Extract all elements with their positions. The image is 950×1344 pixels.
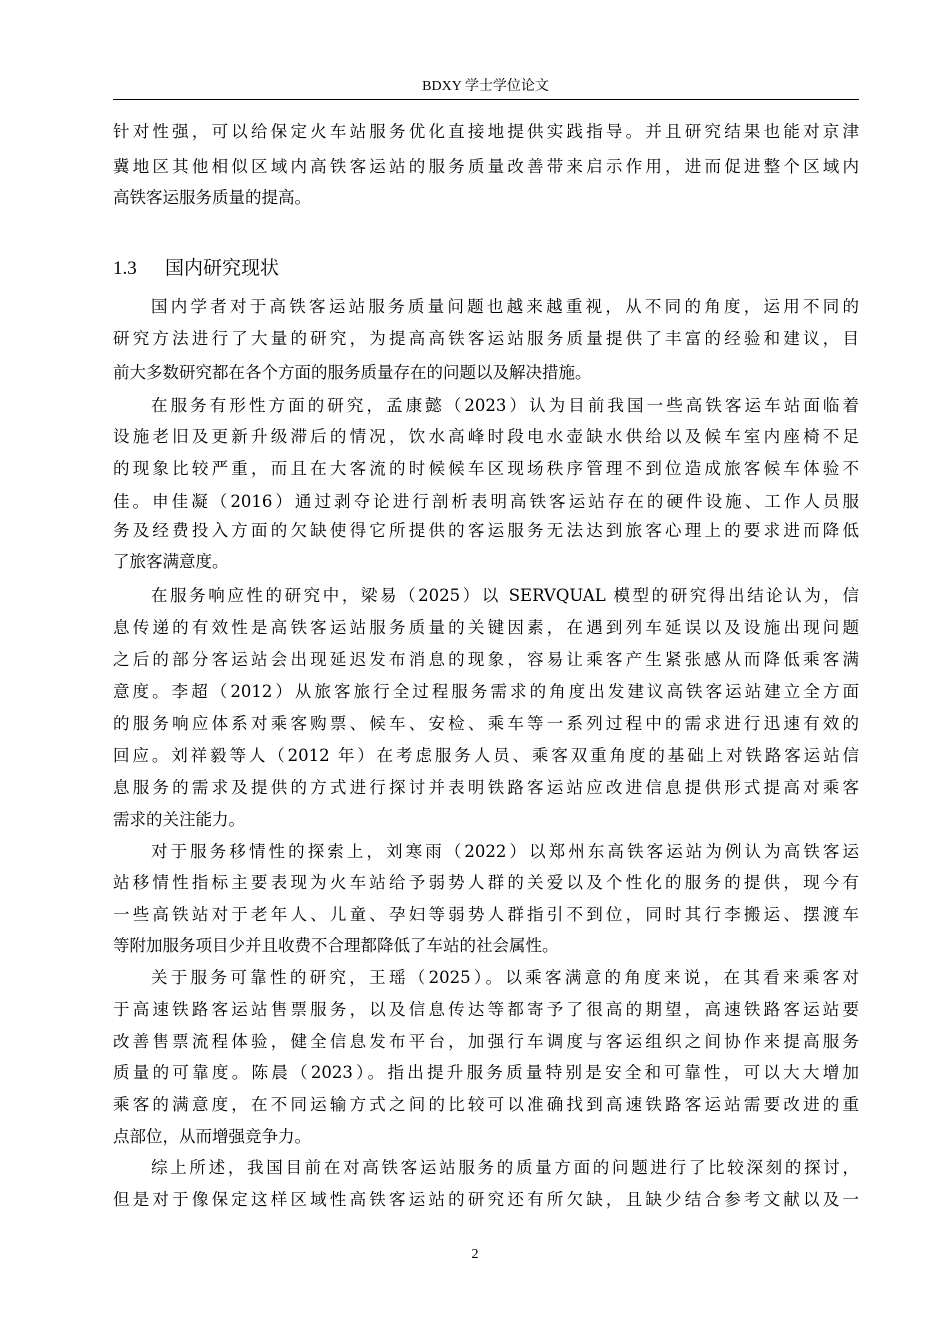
text-line: 在服务有形性方面的研究，孟康懿（2023）认为目前我国一些高铁客运车站面临着: [151, 396, 859, 415]
section-heading: [113, 256, 279, 281]
text-line: 冀地区其他相似区域内高铁客运站的服务质量改善带来启示作用，进而促进整个区域内: [113, 157, 859, 176]
text-line: 务及经费投入方面的欠缺使得它所提供的客运服务无法达到旅客心理上的要求进而降低: [113, 521, 859, 540]
header-rule: [113, 99, 859, 100]
text-line: 但是对于像保定这样区域性高铁客运站的研究还有所欠缺，且缺少结合参考文献以及一: [113, 1190, 859, 1209]
text-line: 对于服务移情性的探索上，刘寒雨（2022）以郑州东高铁客运站为例认为高铁客运: [151, 842, 859, 861]
text-line: 等附加服务项目少并且收费不合理都降低了车站的社会属性。: [113, 936, 559, 955]
text-line: 佳。申佳凝（2016）通过剥夺论进行剖析表明高铁客运站存在的硬件设施、工作人员服: [113, 492, 859, 511]
text-line: 改善售票流程体验，健全信息发布平台，加强行车调度与客运组织之间协作来提高服务: [113, 1032, 859, 1051]
text-line: 站移情性指标主要表现为火车站给予弱势人群的关爱以及个性化的服务的提供，现今有: [113, 873, 859, 892]
text-line: 息服务的需求及提供的方式进行探讨并表明铁路客运站应改进信息提供形式提高对乘客: [113, 778, 859, 797]
text-line: 研究方法进行了大量的研究，为提高高铁客运站服务质量提供了丰富的经验和建议，目: [113, 329, 859, 348]
text-line: 意度。李超（2012）从旅客旅行全过程服务需求的角度出发建议高铁客运站建立全方面: [113, 682, 859, 701]
text-line: 高铁客运服务质量的提高。: [113, 188, 311, 207]
header-title: BDXY 学士学位论文: [422, 79, 549, 94]
text-line: 综上所述，我国目前在对高铁客运站服务的质量方面的问题进行了比较深刻的探讨，: [151, 1158, 859, 1177]
section-number: 1.3: [113, 258, 137, 279]
text-line: 在服务响应性的研究中，梁易（2025）以 SERVQUAL 模型的研究得出结论认为，信: [151, 586, 859, 605]
text-line: 点部位，从而增强竞争力。: [113, 1127, 311, 1146]
text-line: 设施老旧及更新升级滞后的情况，饮水高峰时段电水壶缺水供给以及候车室内座椅不足: [113, 427, 859, 446]
text-line: 之后的部分客运站会出现延迟发布消息的现象，容易让乘客产生紧张感从而降低乘客满: [113, 650, 859, 669]
text-line: 国内学者对于高铁客运站服务质量问题也越来越重视，从不同的角度，运用不同的: [151, 297, 859, 316]
text-line: 的现象比较严重，而且在大客流的时候候车区现场秩序管理不到位造成旅客候车体验不: [113, 459, 859, 478]
text-line: 乘客的满意度，在不同运输方式之间的比较可以准确找到高速铁路客运站需要改进的重: [113, 1095, 859, 1114]
text-line: 一些高铁站对于老年人、儿童、孕妇等弱势人群指引不到位，同时其行李搬运、摆渡车: [113, 905, 859, 924]
section-title: 国内研究现状: [165, 257, 280, 279]
page-number: 2: [471, 1247, 479, 1262]
text-line: 针对性强，可以给保定火车站服务优化直接地提供实践指导。并且研究结果也能对京津: [113, 122, 859, 141]
text-line: 前大多数研究都在各个方面的服务质量存在的问题以及解决措施。: [113, 363, 592, 382]
text-line: 息传递的有效性是高铁客运站服务质量的关键因素，在遇到列车延误以及设施出现问题: [113, 618, 859, 637]
text-line: 回应。刘祥毅等人（2012 年）在考虑服务人员、乘客双重角度的基础上对铁路客运站信: [113, 746, 859, 765]
text-line: 需求的关注能力。: [113, 810, 245, 829]
text-line: 了旅客满意度。: [113, 552, 229, 571]
text-line: 的服务响应体系对乘客购票、候车、安检、乘车等一系列过程中的需求进行迅速有效的: [113, 714, 859, 733]
text-line: 质量的可靠度。陈晨（2023）。指出提升服务质量特别是安全和可靠性，可以大大增加: [113, 1063, 859, 1082]
text-line: 于高速铁路客运站售票服务，以及信息传达等都寄予了很高的期望，高速铁路客运站要: [113, 1000, 859, 1019]
text-line: 关于服务可靠性的研究，王瑶（2025）。以乘客满意的角度来说，在其看来乘客对: [151, 968, 859, 987]
